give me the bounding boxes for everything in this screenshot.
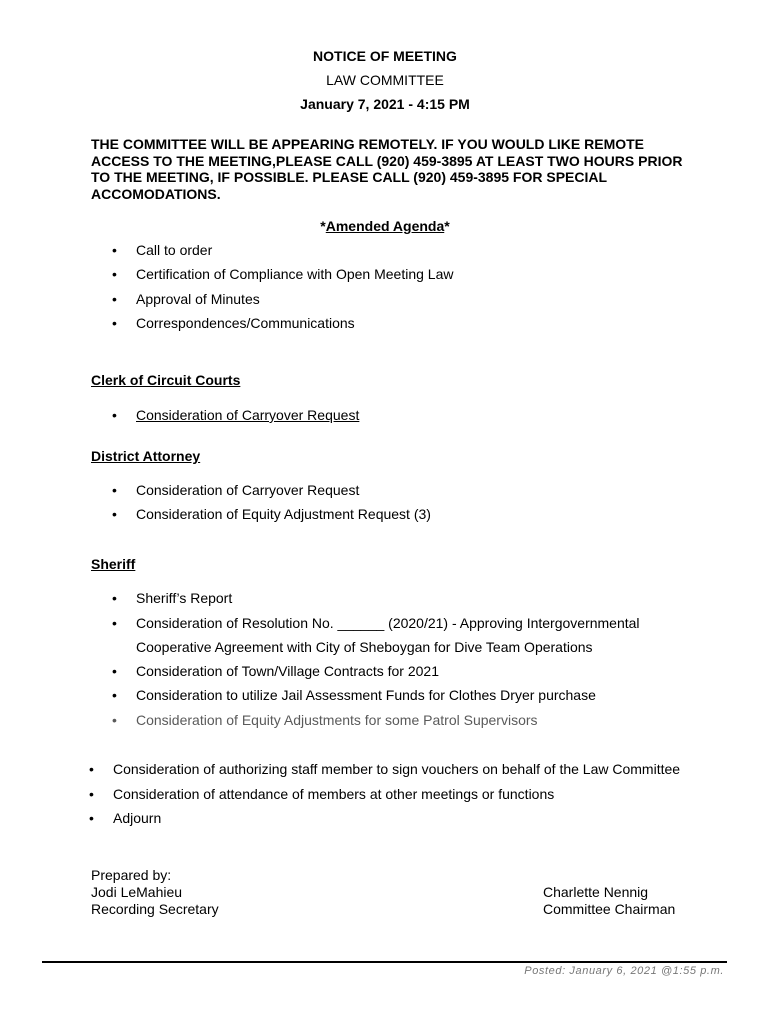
list-item: Consideration of Carryover Request xyxy=(136,407,360,423)
bullet-icon: • xyxy=(89,786,94,802)
bullet-icon: • xyxy=(112,663,117,679)
list-item: Approval of Minutes xyxy=(136,291,260,307)
footer-divider xyxy=(42,961,727,963)
preparer-name: Jodi LeMahieu xyxy=(91,884,183,900)
list-item: Certification of Compliance with Open Meeting Law xyxy=(136,266,454,282)
bullet-icon: • xyxy=(112,590,117,606)
list-item: Consideration of Carryover Request xyxy=(136,482,360,498)
bullet-icon: • xyxy=(89,761,94,777)
list-item-continuation: Cooperative Agreement with City of Sheboygan for Dive Team Operations xyxy=(136,639,593,655)
section-heading-district-attorney: District Attorney xyxy=(91,448,201,464)
list-item: Consideration of Resolution No. ______ (2020/21) - Approving Intergovernmental xyxy=(136,615,640,631)
agenda-prefix: * xyxy=(320,218,326,234)
list-item: Consideration to utilize Jail Assessment Funds for Clothes Dryer purchase xyxy=(136,687,596,703)
list-item: Call to order xyxy=(136,242,213,258)
bullet-icon: • xyxy=(112,615,117,631)
agenda-heading xyxy=(0,218,770,234)
agenda-title: Amended Agenda xyxy=(325,218,445,234)
list-item: Adjourn xyxy=(113,810,162,826)
list-item: Consideration of attendance of members at other meetings or functions xyxy=(113,786,555,802)
chair-title: Committee Chairman xyxy=(543,901,676,917)
meeting-datetime: January 7, 2021 - 4:15 PM xyxy=(300,96,470,112)
preparer-title: Recording Secretary xyxy=(91,901,219,917)
agenda-suffix: * xyxy=(444,218,450,234)
list-item: Consideration of authorizing staff member to sign vouchers on behalf of the Law Committee xyxy=(113,761,681,777)
bullet-icon: • xyxy=(112,266,117,282)
list-item: Consideration of Equity Adjustments for some Patrol Supervisors xyxy=(136,712,538,728)
section-heading-sheriff: Sheriff xyxy=(91,556,136,572)
posted-timestamp: Posted: January 6, 2021 @1:55 p.m. xyxy=(524,965,724,977)
committee-name: LAW COMMITTEE xyxy=(326,72,444,88)
notice-title: NOTICE OF MEETING xyxy=(313,48,457,64)
bullet-icon: • xyxy=(112,712,117,728)
section-heading-clerk: Clerk of Circuit Courts xyxy=(91,372,241,388)
list-item: Correspondences/Communications xyxy=(136,315,355,331)
bullet-icon: • xyxy=(112,315,117,331)
bullet-icon: • xyxy=(112,506,117,522)
list-item: Sheriff’s Report xyxy=(136,590,233,606)
bullet-icon: • xyxy=(112,407,117,423)
list-item: Consideration of Town/Village Contracts for 2021 xyxy=(136,663,439,679)
bullet-icon: • xyxy=(112,242,117,258)
chair-name: Charlette Nennig xyxy=(543,884,649,900)
bullet-icon: • xyxy=(112,291,117,307)
bullet-icon: • xyxy=(112,687,117,703)
prepared-by-label: Prepared by: xyxy=(91,867,172,883)
remote-access-notice: THE COMMITTEE WILL BE APPEARING REMOTELY. IF YOU WOULD LIKE REMOTE ACCESS TO THE MEETING,PLEASE CALL (920) 459-3895 AT LEAST TWO HOURS PRIOR TO THE MEETING, IF POSSIBLE. PLEASE CALL (920) 459-3895 FOR SPECIAL ACCOMODATIONS. xyxy=(91,136,683,202)
bullet-icon: • xyxy=(89,810,94,826)
list-item: Consideration of Equity Adjustment Request (3) xyxy=(136,506,431,522)
bullet-icon: • xyxy=(112,482,117,498)
